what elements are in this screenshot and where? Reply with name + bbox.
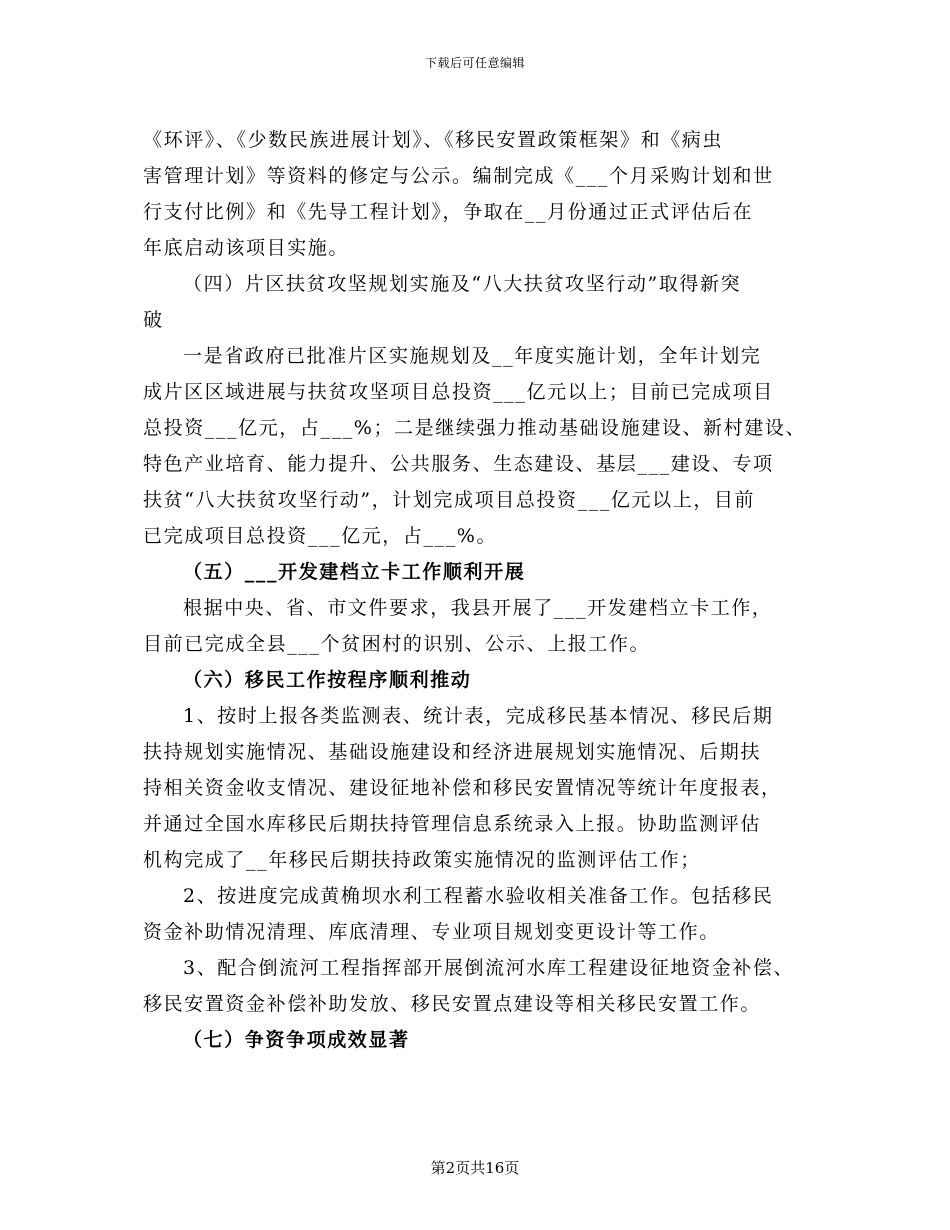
text-line: 移民安置资金补偿补助发放、移民安置点建设等相关移民安置工作。 — [143, 993, 762, 1015]
text-line: （六）移民工作按程序顺利推动 — [183, 669, 472, 691]
text-line: 持相关资金收支情况、建设征地补偿和移民安置情况等统计年度报表， — [143, 777, 782, 799]
text-line: 总投资___亿元，占___%；二是继续强力推动基础设施建设、新村建设、 — [143, 417, 807, 439]
text-line: 机构完成了__年移民后期扶持政策实施情况的监测评估工作； — [143, 849, 701, 871]
text-line: 破 — [143, 309, 164, 331]
paragraph — [143, 590, 813, 662]
text-line: 资金补助情况清理、库底清理、专业项目规划变更设计等工作。 — [143, 921, 720, 943]
text-line: 特色产业培育、能力提升、公共服务、生态建设、基层___建设、专项 — [143, 453, 774, 475]
text-line: 目前已完成全县___个贫困村的识别、公示、上报工作。 — [143, 633, 651, 655]
text-line: 一是省政府已批准片区实施规划及__年度实施计划，全年计划完 — [183, 345, 762, 367]
document-body — [143, 122, 813, 1058]
text-line: 年底启动该项目实施。 — [143, 237, 350, 259]
paragraph — [143, 950, 813, 1022]
text-line: 成片区区域进展与扶贫攻坚项目总投资___亿元以上；目前已完成项目 — [143, 381, 774, 403]
page-footer: 第2页共16页 — [430, 1159, 520, 1177]
text-line: （四）片区扶贫攻坚规划实施及“八大扶贫攻坚行动”取得新突 — [183, 273, 742, 295]
text-line: 害管理计划》等资料的修定与公示。编制完成《___个月采购计划和世 — [143, 165, 774, 187]
paragraph — [143, 122, 813, 266]
section-heading — [143, 1022, 813, 1058]
section-heading — [143, 662, 813, 698]
text-line: 1、按时上报各类监测表、统计表，完成移民基本情况、移民后期 — [183, 705, 774, 727]
text-line: 扶持规划实施情况、基础设施建设和经济进展规划实施情况、后期扶 — [143, 741, 762, 763]
paragraph — [143, 878, 813, 950]
section-heading — [143, 266, 813, 338]
text-line: 行支付比例》和《先导工程计划》，争取在__月份通过正式评估后在 — [143, 201, 754, 223]
paragraph — [143, 338, 813, 554]
page-header: 下载后可任意编辑 — [424, 56, 525, 70]
text-line: 3、配合倒流河工程指挥部开展倒流河水库工程建设征地资金补偿、 — [183, 957, 795, 979]
section-heading — [143, 554, 813, 590]
text-line: 并通过全国水库移民后期扶持管理信息系统录入上报。协助监测评估 — [143, 813, 762, 835]
text-line: 根据中央、省、市文件要求，我县开展了___开发建档立卡工作， — [183, 597, 773, 619]
text-line: 扶贫“八大扶贫攻坚行动”，计划完成项目总投资___亿元以上，目前 — [143, 489, 756, 511]
text-line: （五）___开发建档立卡工作顺利开展 — [183, 561, 526, 583]
text-line: 已完成项目总投资___亿元，占___%。 — [143, 525, 498, 547]
text-line: 《环评》、《少数民族进展计划》、《移民安置政策框架》和《病虫 — [143, 129, 724, 151]
text-line: （七）争资争项成效显著 — [183, 1029, 410, 1051]
paragraph — [143, 698, 813, 878]
text-line: 2、按进度完成黄桷坝水利工程蓄水验收相关准备工作。包括移民 — [183, 885, 774, 907]
